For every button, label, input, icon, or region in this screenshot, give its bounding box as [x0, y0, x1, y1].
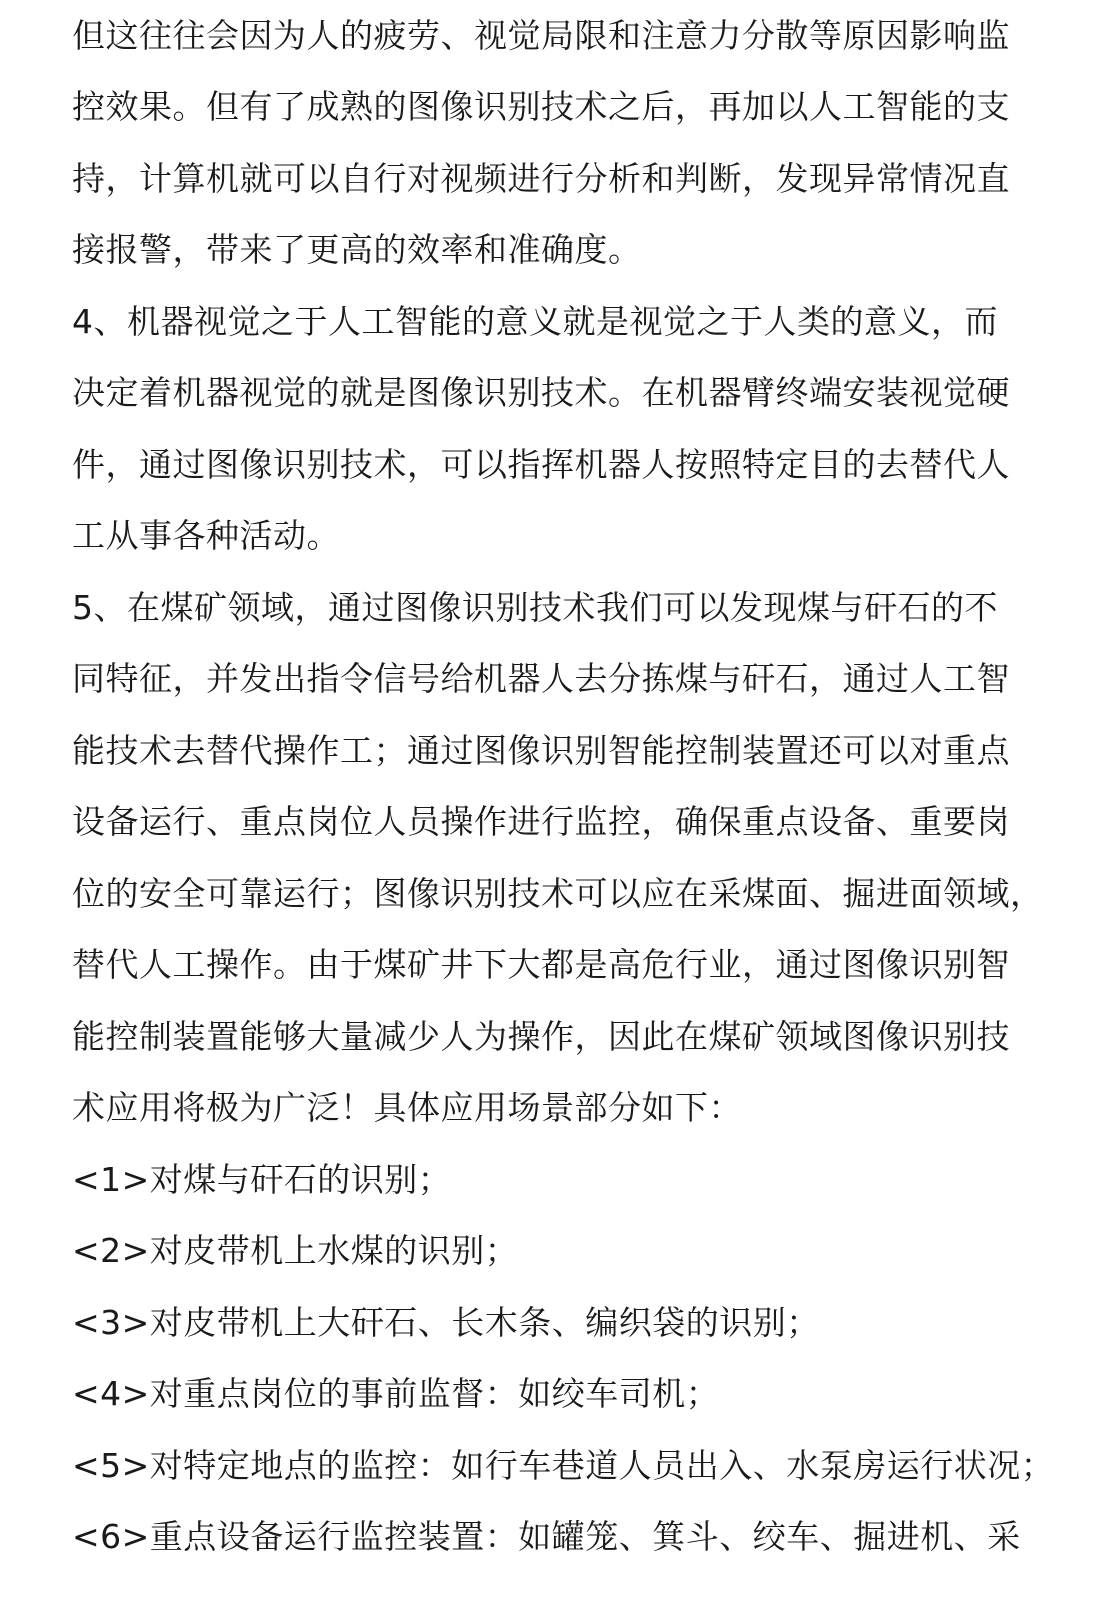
- text-line: 但这往往会因为人的疲劳、视觉局限和注意力分散等原因影响监: [72, 16, 1010, 55]
- text-line: 工从事各种活动。: [72, 516, 340, 555]
- list-item: <4>对重点岗位的事前监督：如绞车司机；: [72, 1374, 720, 1413]
- text-line: 位的安全可靠运行；图像识别技术可以应在采煤面、掘进面领域，: [72, 874, 1044, 913]
- text-line: 决定着机器视觉的就是图像识别技术。在机器臂终端安装视觉硬: [72, 373, 1010, 412]
- text-line: 接报警，带来了更高的效率和准确度。: [72, 230, 642, 269]
- text-line: 能控制装置能够大量减少人为操作，因此在煤矿领域图像识别技: [72, 1017, 1010, 1056]
- list-item: <2>对皮带机上水煤的识别；: [72, 1231, 519, 1270]
- text-line: 替代人工操作。由于煤矿井下大都是高危行业，通过图像识别智: [72, 945, 1010, 984]
- list-item: <1>对煤与矸石的识别；: [72, 1160, 452, 1199]
- text-line: 能技术去替代操作工；通过图像识别智能控制装置还可以对重点: [72, 731, 1010, 770]
- list-item: <5>对特定地点的监控：如行车巷道人员出入、水泵房运行状况；: [72, 1446, 1055, 1485]
- text-line: 5、在煤矿领域，通过图像识别技术我们可以发现煤与矸石的不: [72, 588, 998, 627]
- text-line: 4、机器视觉之于人工智能的意义就是视觉之于人类的意义，而: [72, 302, 998, 341]
- text-line: 控效果。但有了成熟的图像识别技术之后，再加以人工智能的支: [72, 87, 1010, 126]
- text-line: 件，通过图像识别技术，可以指挥机器人按照特定目的去替代人: [72, 445, 1010, 484]
- text-line: 同特征，并发出指令信号给机器人去分拣煤与矸石，通过人工智: [72, 659, 1010, 698]
- list-item: <3>对皮带机上大矸石、长木条、编织袋的识别；: [72, 1303, 820, 1342]
- text-line: 术应用将极为广泛！具体应用场景部分如下：: [72, 1088, 742, 1127]
- text-line: 设备运行、重点岗位人员操作进行监控，确保重点设备、重要岗: [72, 802, 1010, 841]
- text-line: 持，计算机就可以自行对视频进行分析和判断，发现异常情况直: [72, 159, 1010, 198]
- list-item: <6>重点设备运行监控装置：如罐笼、箕斗、绞车、掘进机、采: [72, 1517, 1021, 1556]
